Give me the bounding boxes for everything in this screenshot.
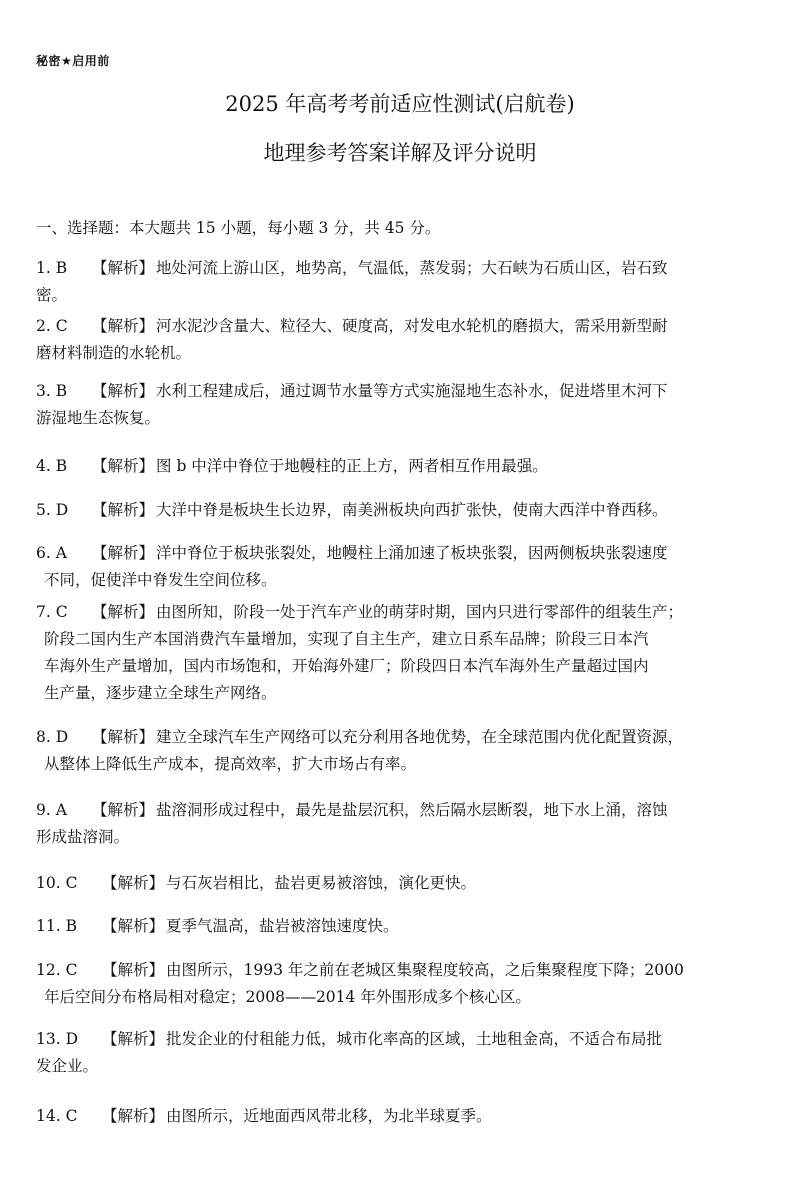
answer-item-14 <box>36 1103 776 1130</box>
analysis-tag: 【解析】 <box>102 961 165 979</box>
answer-number: 2. C <box>36 317 68 335</box>
analysis-tag: 【解析】 <box>92 382 155 400</box>
answer-number: 12. C <box>36 961 78 979</box>
answer-text: 从整体上降低生产成本，提高效率，扩大市场占有率。 <box>44 755 417 773</box>
analysis-tag: 【解析】 <box>92 457 155 475</box>
answer-item-10 <box>36 870 776 897</box>
answer-text: 生产量，逐步建立全球生产网络。 <box>44 684 277 702</box>
section-heading: 一、选择题：本大题共 15 小题，每小题 3 分，共 45 分。 <box>36 219 441 237</box>
answer-number: 1. B <box>36 259 68 277</box>
answer-number: 7. C <box>36 603 68 621</box>
answer-item-11 <box>36 913 776 940</box>
analysis-tag: 【解析】 <box>92 801 155 819</box>
answer-text: 阶段二国内生产本国消费汽车量增加，实现了自主生产，建立日系车品牌；阶段三日本汽 <box>44 630 649 648</box>
analysis-tag: 【解析】 <box>102 874 165 892</box>
analysis-tag: 【解析】 <box>92 501 155 519</box>
answer-item-8 <box>36 724 776 778</box>
answer-text: 洋中脊位于板块张裂处，地幔柱上涌加速了板块张裂，因两侧板块张裂速度 <box>156 544 668 562</box>
answer-text: 磨材料制造的水轮机。 <box>36 344 192 362</box>
answer-item-6 <box>36 540 776 594</box>
answer-text: 密。 <box>36 286 68 304</box>
answer-text: 年后空间分布格局相对稳定；2008——2014 年外围形成多个核心区。 <box>44 988 531 1006</box>
answer-item-12 <box>36 957 776 1011</box>
answer-item-7 <box>36 599 776 707</box>
answer-text: 图 b 中洋中脊位于地幔柱的正上方，两者相互作用最强。 <box>156 457 548 475</box>
analysis-tag: 【解析】 <box>92 728 155 746</box>
answer-item-9 <box>36 797 776 851</box>
answer-text: 车海外生产量增加，国内市场饱和，开始海外建厂；阶段四日本汽车海外生产量超过国内 <box>44 657 649 675</box>
answer-text: 盐溶洞形成过程中，最先是盐层沉积，然后隔水层断裂，地下水上涌，溶蚀 <box>156 801 668 819</box>
answer-number: 14. C <box>36 1107 78 1125</box>
answer-number: 8. D <box>36 728 69 746</box>
answer-text: 由图所知，阶段一处于汽车产业的萌芽时期，国内只进行零部件的组装生产； <box>156 603 684 621</box>
answer-text: 大洋中脊是板块生长边界，南美洲板块向西扩张快，使南大西洋中脊西移。 <box>156 501 668 519</box>
analysis-tag: 【解析】 <box>92 603 155 621</box>
confidential-label: 秘密★启用前 <box>36 54 110 68</box>
answer-text: 发企业。 <box>36 1057 99 1075</box>
answer-number: 10. C <box>36 874 78 892</box>
analysis-tag: 【解析】 <box>102 917 165 935</box>
answer-number: 5. D <box>36 501 69 519</box>
answer-text: 水利工程建成后，通过调节水量等方式实施湿地生态补水，促进塔里木河下 <box>156 382 668 400</box>
answer-number: 9. A <box>36 801 67 819</box>
answer-number: 13. D <box>36 1030 79 1048</box>
answer-text: 河水泥沙含量大、粒径大、硬度高，对发电水轮机的磨损大，需采用新型耐 <box>156 317 668 335</box>
analysis-tag: 【解析】 <box>92 544 155 562</box>
answer-text: 批发企业的付租能力低，城市化率高的区域，土地租金高，不适合布局批 <box>166 1030 663 1048</box>
answer-item-2 <box>36 313 776 367</box>
answer-text: 游湿地生态恢复。 <box>36 409 161 427</box>
analysis-tag: 【解析】 <box>92 317 155 335</box>
analysis-tag: 【解析】 <box>102 1030 165 1048</box>
answer-item-3 <box>36 378 776 432</box>
answer-item-4 <box>36 453 776 480</box>
answer-text: 形成盐溶洞。 <box>36 828 130 846</box>
analysis-tag: 【解析】 <box>92 259 155 277</box>
analysis-tag: 【解析】 <box>102 1107 165 1125</box>
answer-text: 由图所示，近地面西风带北移，为北半球夏季。 <box>166 1107 492 1125</box>
answer-text: 建立全球汽车生产网络可以充分利用各地优势，在全球范围内优化配置资源， <box>156 728 684 746</box>
answer-number: 11. B <box>36 917 77 935</box>
answer-text: 地处河流上游山区，地势高，气温低，蒸发弱；大石峡为石质山区，岩石致 <box>156 259 668 277</box>
answer-text: 与石灰岩相比，盐岩更易被溶蚀，演化更快。 <box>166 874 477 892</box>
answer-number: 6. A <box>36 544 67 562</box>
document-title: 2025 年高考考前适应性测试(启航卷) <box>225 92 575 116</box>
answer-item-13 <box>36 1026 776 1080</box>
answer-text: 夏季气温高，盐岩被溶蚀速度快。 <box>166 917 399 935</box>
answer-number: 3. B <box>36 382 68 400</box>
answer-text: 由图所示，1993 年之前在老城区集聚程度较高，之后集聚程度下降；2000 <box>166 961 684 979</box>
answer-text: 不同，促使洋中脊发生空间位移。 <box>44 571 277 589</box>
answer-item-5 <box>36 497 776 524</box>
answer-item-1 <box>36 255 776 309</box>
document-subtitle: 地理参考答案详解及评分说明 <box>263 141 537 165</box>
answer-number: 4. B <box>36 457 68 475</box>
